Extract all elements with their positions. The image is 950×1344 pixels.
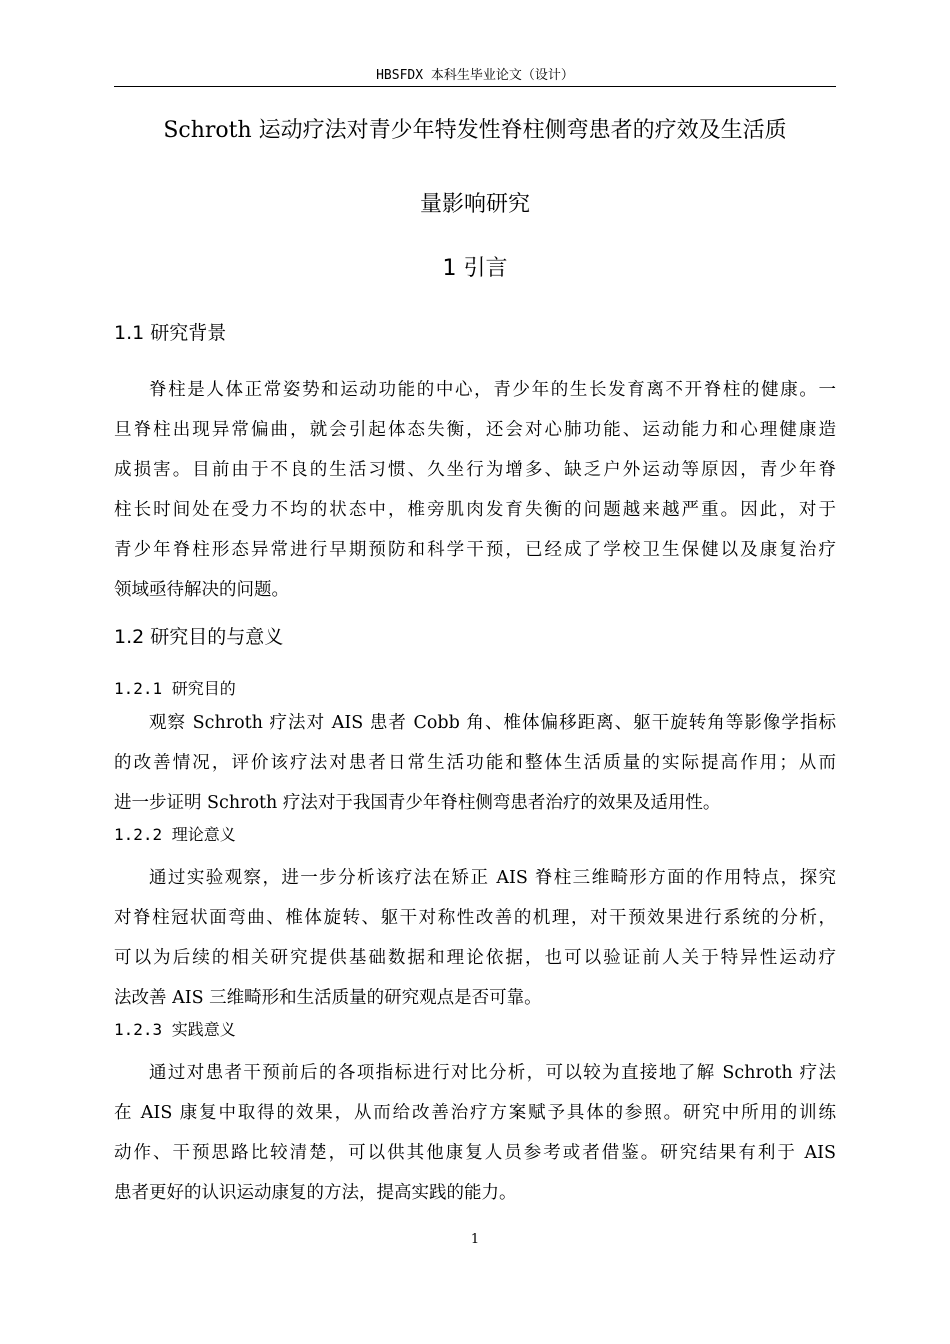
paragraph-theoretical-significance — [114, 858, 836, 1018]
chapter-heading: 1 引言 — [442, 256, 508, 281]
paragraph-line: 旦脊柱出现异常偏曲，就会引起体态失衡，还会对心肺功能、运动能力和心理健康造 — [114, 420, 836, 440]
page-number: 1 — [470, 1232, 480, 1247]
paragraph-line: 动作、干预思路比较清楚，可以供其他康复人员参考或者借鉴。研究结果有利于 AIS — [114, 1143, 836, 1163]
section-heading-1-1: 1.1 研究背景 — [114, 322, 227, 344]
paragraph-line: 通过实验观察，进一步分析该疗法在矫正 AIS 脊柱三维畸形方面的作用特点，探究 — [149, 868, 836, 888]
paragraph-line: 患者更好的认识运动康复的方法，提高实践的能力。 — [114, 1183, 517, 1203]
paragraph-line: 法改善 AIS 三维畸形和生活质量的研究观点是否可靠。 — [114, 988, 542, 1008]
paragraph-line: 的改善情况，评价该疗法对患者日常生活功能和整体生活质量的实际提高作用；从而 — [114, 753, 836, 773]
paragraph-line: 领域亟待解决的问题。 — [114, 580, 289, 600]
paragraph-line: 成损害。目前由于不良的生活习惯、久坐行为增多、缺乏户外运动等原因，青少年脊 — [114, 460, 836, 480]
paragraph-line: 可以为后续的相关研究提供基础数据和理论依据，也可以验证前人关于特异性运动疗 — [114, 948, 836, 968]
thesis-title-line-2: 量影响研究 — [419, 192, 530, 217]
paragraph-research-background — [114, 370, 836, 610]
section-heading-1-2: 1.2 研究目的与意义 — [114, 626, 284, 648]
subsection-heading-1-2-1: 1.2.1 研究目的 — [114, 679, 236, 698]
subsection-heading-1-2-2: 1.2.2 理论意义 — [114, 825, 236, 844]
subsection-heading-1-2-3: 1.2.3 实践意义 — [114, 1020, 236, 1039]
header-rule — [114, 86, 836, 87]
paragraph-line: 青少年脊柱形态异常进行早期预防和科学干预，已经成了学校卫生保健以及康复治疗 — [114, 540, 836, 560]
paragraph-line: 脊柱是人体正常姿势和运动功能的中心，青少年的生长发育离不开脊柱的健康。一 — [149, 380, 836, 400]
paragraph-line: 观察 Schroth 疗法对 AIS 患者 Cobb 角、椎体偏移距离、躯干旋转角等影像学指标 — [149, 713, 836, 733]
paragraph-research-purpose — [114, 703, 836, 823]
paragraph-line: 进一步证明 Schroth 疗法对于我国青少年脊柱侧弯患者治疗的效果及适用性。 — [114, 793, 721, 813]
paragraph-practical-significance — [114, 1053, 836, 1213]
thesis-title-line-1: Schroth 运动疗法对青少年特发性脊柱侧弯患者的疗效及生活质 — [163, 118, 787, 143]
paragraph-line: 在 AIS 康复中取得的效果，从而给改善治疗方案赋予具体的参照。研究中所用的训练 — [114, 1103, 836, 1123]
paragraph-line: 通过对患者干预前后的各项指标进行对比分析，可以较为直接地了解 Schroth 疗法 — [149, 1063, 836, 1083]
running-header: HBSFDX 本科生毕业论文（设计） — [376, 68, 574, 83]
paragraph-line: 柱长时间处在受力不均的状态中，椎旁肌肉发育失衡的问题越来越严重。因此，对于 — [114, 500, 836, 520]
paragraph-line: 对脊柱冠状面弯曲、椎体旋转、躯干对称性改善的机理，对干预效果进行系统的分析， — [114, 908, 836, 928]
